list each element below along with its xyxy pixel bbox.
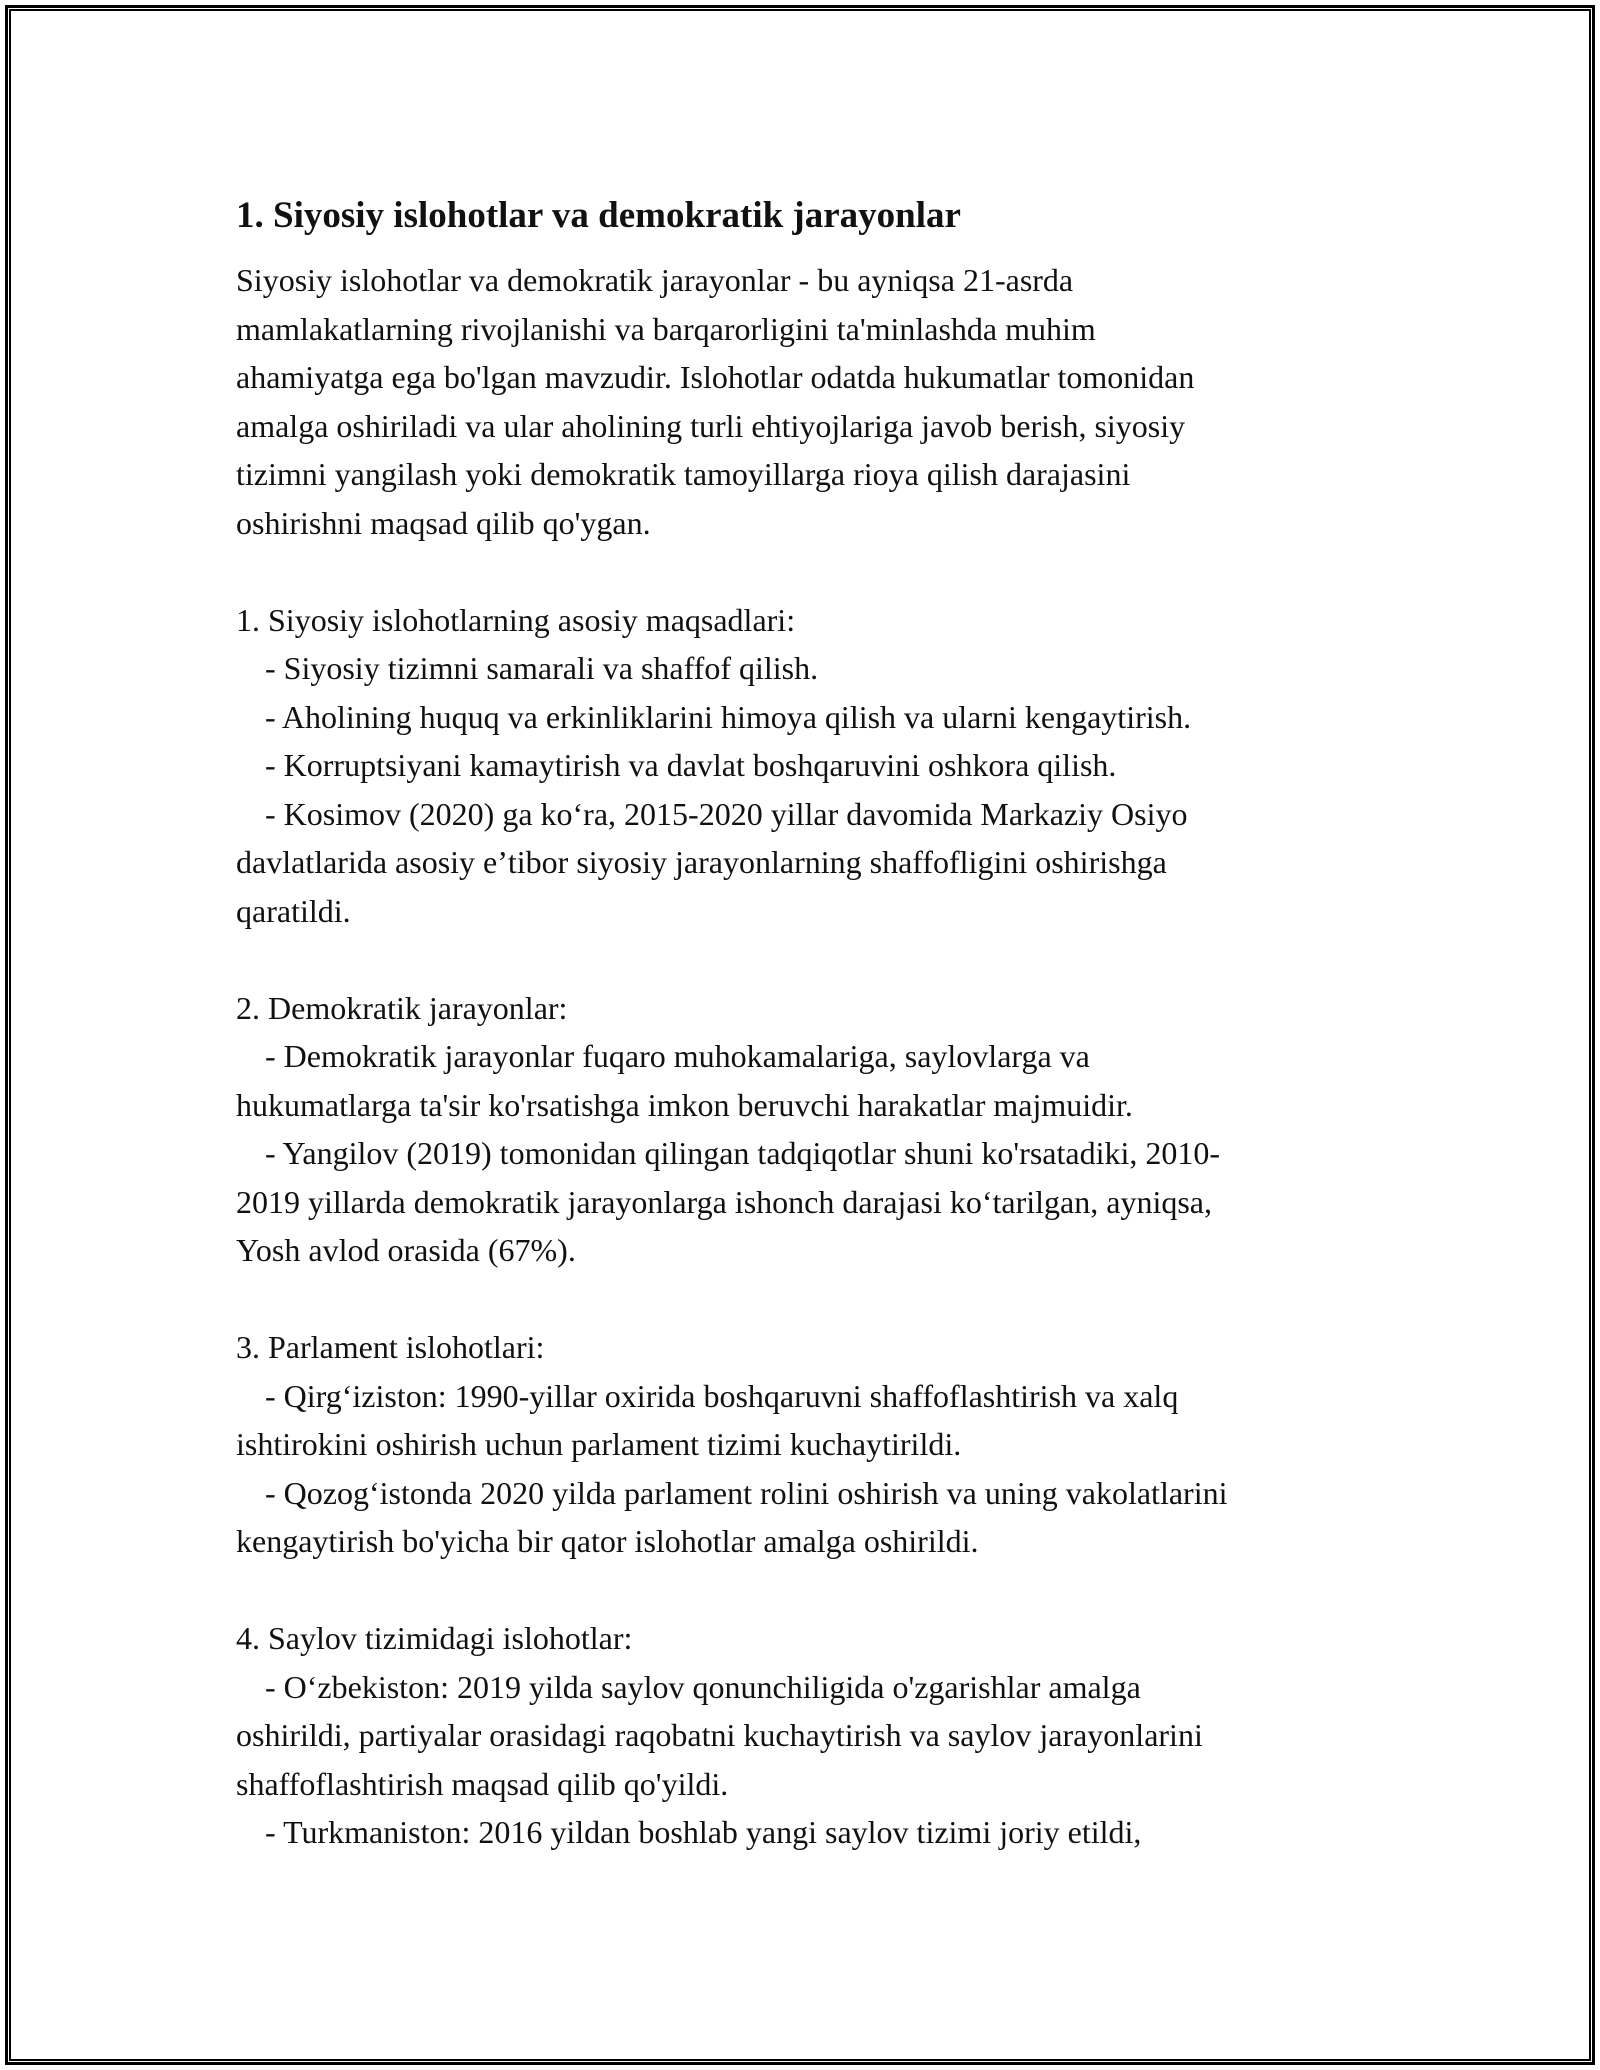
list-item: - Turkmaniston: 2016 yildan boshlab yangi saylov tizimi joriy etildi, <box>265 1814 1142 1850</box>
section-electoral-reforms <box>236 1614 1386 1857</box>
intro-line: tizimni yangilash yoki demokratik tamoyillarga rioya qilish darajasini <box>236 456 1131 492</box>
list-item: - Yangilov (2019) tomonidan qilingan tadqiqotlar shuni ko'rsatadiki, 2010- <box>265 1135 1220 1171</box>
list-item: - Demokratik jarayonlar fuqaro muhokamalariga, saylovlarga va <box>265 1038 1090 1074</box>
section-heading: 1. Siyosiy islohotlar va demokratik jarayonlar <box>236 195 961 236</box>
list-item-continuation: ishtirokini oshirish uchun parlament tizimi kuchaytirildi. <box>236 1426 962 1462</box>
list-item: - Qozogʻistonda 2020 yilda parlament rolini oshirish va uning vakolatlarini <box>265 1474 1228 1511</box>
intro-line: ahamiyatga ega bo'lgan mavzudir. Islohotlar odatda hukumatlar tomonidan <box>236 359 1195 395</box>
intro-line: mamlakatlarning rivojlanishi va barqarorligini ta'minlashda muhim <box>236 310 1096 347</box>
section-goals <box>236 596 1386 936</box>
section-title: 4. Saylov tizimidagi islohotlar: <box>236 1620 633 1656</box>
list-item-continuation: 2019 yillarda demokratik jarayonlarga ishonch darajasi koʻtarilgan, ayniqsa, <box>236 1183 1212 1220</box>
list-item-continuation: kengaytirish bo'yicha bir qator islohotlar amalga oshirildi. <box>236 1523 979 1559</box>
list-item: - Aholining huquq va erkinliklarini himoya qilish va ularni kengaytirish. <box>265 698 1192 735</box>
intro-line: oshirishni maqsad qilib qo'ygan. <box>236 504 651 541</box>
list-item: - Qirgʻiziston: 1990-yillar oxirida boshqaruvni shaffoflashtirish va xalq <box>265 1377 1179 1414</box>
section-parliament-reforms <box>236 1323 1386 1566</box>
section-title: 3. Parlament islohotlari: <box>236 1329 545 1365</box>
intro-line: amalga oshiriladi va ular aholining turli ehtiyojlariga javob berish, siyosiy <box>236 407 1186 444</box>
section-title: 1. Siyosiy islohotlarning asosiy maqsadlari: <box>236 601 796 638</box>
document-body <box>236 188 1386 1857</box>
list-item: - Oʻzbekiston: 2019 yilda saylov qonunchiligida o'zgarishlar amalga <box>265 1668 1141 1705</box>
list-item: - Siyosiy tizimni samarali va shaffof qilish. <box>265 650 819 686</box>
list-item-continuation: oshirildi, partiyalar orasidagi raqobatni kuchaytirish va saylov jarayonlarini <box>236 1717 1203 1753</box>
section-title: 2. Demokratik jarayonlar: <box>236 989 568 1026</box>
list-item-continuation: hukumatlarga ta'sir ko'rsatishga imkon beruvchi harakatlar majmuidir. <box>236 1086 1133 1123</box>
list-item-continuation: davlatlarida asosiy eʼtibor siyosiy jarayonlarning shaffofligini oshirishga <box>236 844 1167 880</box>
list-item: - Korruptsiyani kamaytirish va davlat boshqaruvini oshkora qilish. <box>265 747 1117 783</box>
list-item-continuation: Yosh avlod orasida (67%). <box>236 1232 576 1268</box>
intro-paragraph <box>236 256 1386 547</box>
list-item: - Kosimov (2020) ga koʻra, 2015-2020 yillar davomida Markaziy Osiyo <box>265 795 1188 832</box>
list-item-continuation: shaffoflashtirish maqsad qilib qo'yildi. <box>236 1765 729 1802</box>
list-item-continuation: qaratildi. <box>236 892 351 929</box>
section-democratic-processes <box>236 984 1386 1275</box>
intro-line: Siyosiy islohotlar va demokratik jarayonlar - bu ayniqsa 21-asrda <box>236 262 1074 298</box>
